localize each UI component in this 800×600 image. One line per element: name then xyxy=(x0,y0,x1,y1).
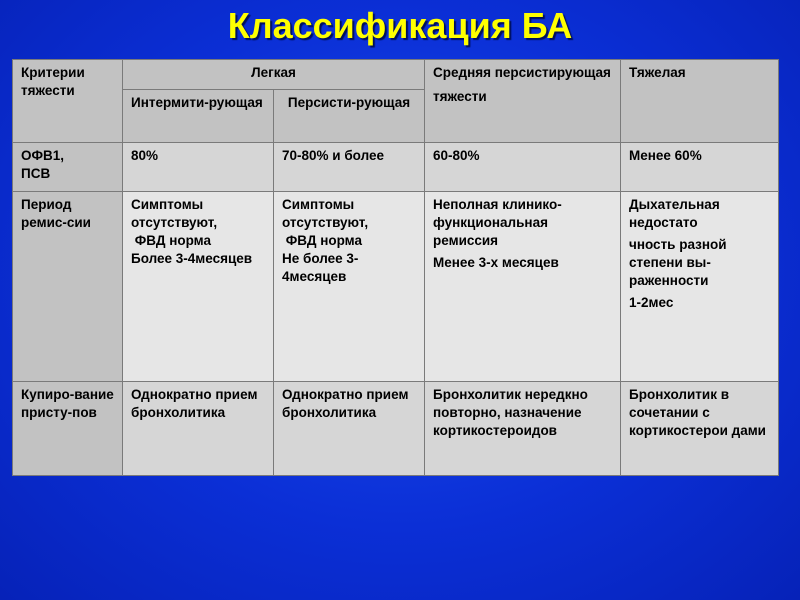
remission-persistent-duration: Не более 3-4месяцев xyxy=(282,251,359,284)
remission-persistent-fvd: ФВД норма xyxy=(282,233,362,248)
remission-severe-duration: 1-2мес xyxy=(629,295,674,310)
header-persistent: Персисти-рующая xyxy=(274,90,425,143)
row-fev1-label: ОФВ1, ПСВ xyxy=(13,143,123,192)
row-remission-persistent xyxy=(274,192,425,382)
header-intermittent: Интермити-рующая xyxy=(123,90,274,143)
row-fev1-persistent: 70-80% и более xyxy=(274,143,425,192)
row-relief-intermittent: Однократно прием бронхолитика xyxy=(123,382,274,476)
slide-title: Классификация БА xyxy=(227,5,573,46)
remission-moderate-duration: Менее 3-х месяцев xyxy=(433,255,559,270)
header-severe: Тяжелая xyxy=(621,60,779,143)
remission-severe-degree: чность разной степени вы-раженности xyxy=(629,237,727,288)
remission-intermittent-fvd: ФВД норма xyxy=(131,233,211,248)
row-remission-intermittent xyxy=(123,192,274,382)
header-criteria: Критерии тяжести xyxy=(13,60,123,143)
row-relief-persistent: Однократно прием бронхолитика xyxy=(274,382,425,476)
header-moderate xyxy=(425,60,621,143)
remission-intermittent-symptoms: Симптомы отсутствуют, xyxy=(131,197,218,230)
row-remission-label: Период ремис-сии xyxy=(13,192,123,382)
header-moderate-text: Средняя персистирующая xyxy=(433,65,611,80)
row-fev1-severe: Менее 60% xyxy=(621,143,779,192)
row-remission-severe xyxy=(621,192,779,382)
classification-table xyxy=(12,59,779,476)
row-fev1-intermittent: 80% xyxy=(123,143,274,192)
row-remission-moderate xyxy=(425,192,621,382)
remission-intermittent-duration: Более 3-4месяцев xyxy=(131,251,253,266)
remission-severe-insufficiency: Дыхательная недостато xyxy=(629,197,720,230)
header-mild: Легкая xyxy=(123,60,425,90)
row-relief-moderate: Бронхолитик нередкно повторно, назначение кортикостероидов xyxy=(425,382,621,476)
row-relief-label: Купиро-вание присту-пов xyxy=(13,382,123,476)
remission-persistent-symptoms: Симптомы отсутствуют, xyxy=(282,197,369,230)
remission-moderate-partial: Неполная клинико-функциональная ремиссия xyxy=(433,197,562,248)
row-fev1-moderate: 60-80% xyxy=(425,143,621,192)
row-relief-severe: Бронхолитик в сочетании с кортикостерои дами xyxy=(621,382,779,476)
header-moderate-line3: тяжести xyxy=(433,89,487,104)
